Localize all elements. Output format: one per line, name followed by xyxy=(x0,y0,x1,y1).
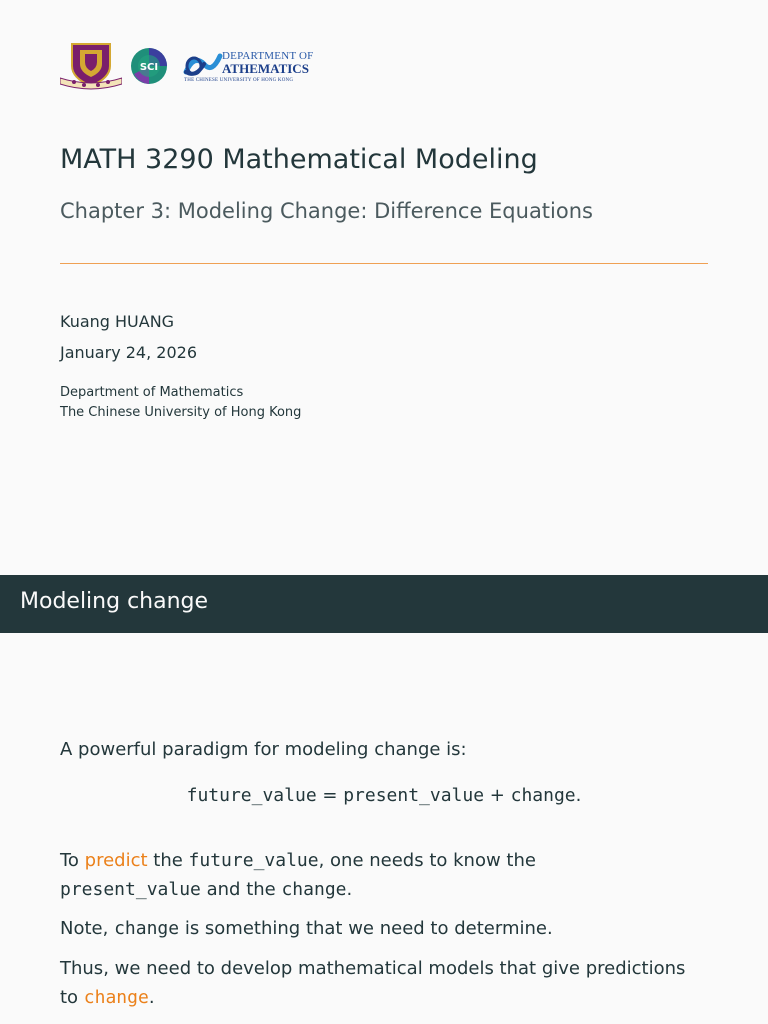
presentation-title: MATH 3290 Mathematical Modeling xyxy=(60,144,538,175)
frame-title-bar xyxy=(0,575,768,633)
intro-paragraph: A powerful paradigm for modeling change is: xyxy=(60,739,467,760)
equation-period: . xyxy=(575,785,582,806)
faculty-of-science-logo xyxy=(130,46,168,90)
note-paragraph xyxy=(60,914,720,943)
svg-text:SCI: SCI xyxy=(139,62,159,73)
institute-line1: Department of Mathematics xyxy=(60,385,244,400)
dept-logo-text-line1: DEPARTMENT OF xyxy=(222,50,314,62)
presentation-date: January 24, 2026 xyxy=(60,343,197,362)
text-fragment: Note, xyxy=(60,918,115,939)
future-value-code: future_value xyxy=(188,850,319,871)
cuhk-crest-logo xyxy=(60,42,122,94)
change-code: change xyxy=(281,879,347,900)
thus-paragraph xyxy=(60,954,720,1012)
institute xyxy=(60,383,301,423)
equation-plus: + xyxy=(484,785,511,806)
text-fragment: , one needs to know the xyxy=(318,850,536,871)
institute-line2: The Chinese University of Hong Kong xyxy=(60,405,302,420)
presentation-subtitle: Chapter 3: Modeling Change: Difference Equations xyxy=(60,199,593,223)
change-code: change xyxy=(114,918,180,939)
text-fragment: to xyxy=(60,987,84,1008)
frame-title: Modeling change xyxy=(20,589,209,614)
text-fragment: and the xyxy=(200,879,282,900)
text-fragment: . xyxy=(148,987,155,1008)
title-separator-rule xyxy=(60,263,708,264)
change-highlight: change xyxy=(83,987,149,1008)
text-fragment: To xyxy=(60,850,85,871)
text-fragment: the xyxy=(147,850,189,871)
dept-logo-text-line3: THE CHINESE UNIVERSITY OF HONG KONG xyxy=(184,78,294,83)
department-of-mathematics-logo xyxy=(182,48,332,88)
content-slide xyxy=(0,575,768,1024)
equation-rhs-present: present_value xyxy=(343,785,485,806)
equation-lhs: future_value xyxy=(186,785,317,806)
paradigm-equation xyxy=(0,785,768,806)
predict-highlight: predict xyxy=(84,850,148,871)
equation-rhs-change: change xyxy=(510,785,576,806)
author-name: Kuang HUANG xyxy=(60,312,175,331)
text-fragment: Thus, we need to develop mathematical models that give predictions xyxy=(60,958,686,979)
dept-logo-text-line2: ATHEMATICS xyxy=(222,61,309,76)
text-fragment: . xyxy=(346,879,353,900)
present-value-code: present_value xyxy=(60,879,201,900)
text-fragment: is something that we need to determine. xyxy=(179,918,553,939)
predict-paragraph xyxy=(60,846,720,904)
equation-equals: = xyxy=(316,785,344,806)
